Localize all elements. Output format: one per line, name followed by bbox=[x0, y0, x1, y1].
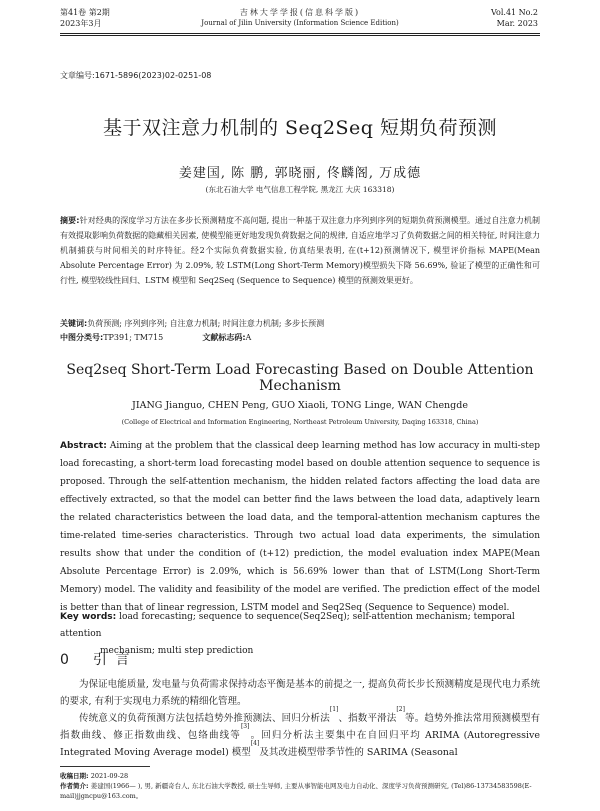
keywords-cn-label: 关键词: bbox=[60, 319, 88, 328]
abstract-cn bbox=[60, 213, 540, 288]
keywords-cn-text: 负荷预测; 序列到序列; 自注意力机制; 时间注意力机制; 多步长预测 bbox=[87, 319, 325, 328]
author-bio-text: 姜建国(1966— ), 男, 新疆奇台人, 东北石油大学教授, 硕士生导师, 主要从事智能电网及电力自动化、深度学习负荷预测研究, (Tel)86-13734583598(E-mail)jjgncpu@163.com。 bbox=[60, 782, 532, 800]
header-volume: 第41卷 第2期 bbox=[60, 8, 110, 17]
abstract-cn-label: 摘要: bbox=[60, 216, 80, 225]
header-date-en: Mar. 2023 bbox=[496, 19, 538, 28]
body-paragraph-2 bbox=[60, 706, 540, 761]
body-text bbox=[60, 676, 540, 761]
affiliation-cn: (东北石油大学 电气信息工程学院, 黑龙江 大庆 163318) bbox=[205, 185, 395, 194]
paper-title-en: Seq2seq Short-Term Load Forecasting Based on Double Attention Mechanism bbox=[66, 362, 534, 394]
footnote-rule bbox=[60, 766, 150, 767]
header-date: 2023年3月 bbox=[60, 19, 102, 28]
section-heading-introduction bbox=[60, 649, 131, 669]
keywords-en-label: Key words: bbox=[60, 612, 117, 622]
keywords-en-line2: mechanism; multi step prediction bbox=[100, 646, 254, 656]
keywords-en-line1: load forecasting; sequence to sequence(Seq2Seq); self-attention mechanism; temporal attention bbox=[60, 612, 515, 639]
affiliation-en: (College of Electrical and Information Engineering, Northeast Petroleum University, Daqing 163318, China) bbox=[121, 418, 479, 426]
footnote bbox=[60, 771, 540, 801]
citation-2[interactable]: [2] bbox=[396, 706, 405, 713]
section-title: 引 言 bbox=[92, 652, 132, 668]
header-journal-cn: 吉林大学学报(信息科学版) bbox=[239, 8, 361, 17]
header-volume-info bbox=[60, 7, 110, 29]
keywords-cn bbox=[60, 318, 540, 329]
doc-code-value: A bbox=[245, 333, 252, 342]
author-bio-line bbox=[60, 781, 540, 801]
header-journal bbox=[150, 7, 450, 29]
body-paragraph-1: 为保证电能质量, 发电量与负荷需求保持动态平衡是基本的前提之一, 提高负荷长步长预测精度是现代电力系统的要求, 有利于实现电力系统的精细化管理。 bbox=[60, 679, 540, 707]
body-p2-part-b: 、指数平滑法 bbox=[338, 713, 397, 724]
header-volume-info-en bbox=[491, 7, 538, 29]
header-journal-en: Journal of Jilin University (Information Science Edition) bbox=[201, 19, 399, 27]
body-p2-part-a: 传统意义的负荷预测方法包括趋势外推预测法、回归分析法 bbox=[79, 713, 330, 724]
header-volume-en: Vol.41 No.2 bbox=[491, 8, 538, 17]
header-rule-secondary bbox=[60, 35, 540, 36]
citation-3[interactable]: [3] bbox=[240, 723, 250, 730]
received-date-line bbox=[60, 771, 540, 781]
abstract-en-text: Aiming at the problem that the classical deep learning method has low accuracy in multi-step load forecasting, a short-term load forecasting model based on double attention sequence to sequence is proposed. Through the self-attention mechanism, the hidden related factors affecting the load data are effectively extracted, so that the model can better find the laws between the load data, adaptively learn the related characteristics between the load data, and the temporal-attention mechanism captures the time-related time-series characteristics. Through two actual load data experiments, the simulation results show that under the condition of (t+12) prediction, the model evaluation index MAPE(Mean Absolute Percentage Error) is 2.09%, which is 56.69% lower than that of LSTM(Long Short-Term Memory) model. The validity and feasibility of the model are verified. The prediction effect of the model is better than that of linear regression, LSTM model and Seq2Seq (Sequence to Sequence) model. bbox=[60, 441, 540, 613]
citation-4[interactable]: [4] bbox=[250, 740, 260, 747]
abstract-cn-text: 针对经典的深度学习方法在多步长预测精度不高问题, 提出一种基于双注意力序列到序列的短期负荷预测模型。通过自注意力机制有效提取影响负荷数据的隐藏相关因素, 使模型能更好地发现负荷数据之间的规律, 自适应地学习了负荷数据之间的相关特征, 时间注意力机制捕获与时间相关的时序特征。经2个实际负荷数据实验, 仿真结果表明, 在(t+12)预测情况下, 模型评价指标 MAPE(Mean Absolute Percentage Error) 为 2.09%, 较 LSTM(Long Short-Term Memory)模型损失下降 56.69%, 验证了模型的正确性和可行性, 模型较线性回归、LSTM 模型和 Seq2Seq (Sequence to Sequence) 模型的预测效果更好。 bbox=[60, 216, 540, 285]
body-p2-part-e: 及其改进模型带季节性的 SARIMA (Seasonal bbox=[259, 747, 458, 758]
header-rule bbox=[60, 33, 540, 34]
body-p2-part-d: 。回归分析法主要集中在自回归平均 ARIMA (Autoregressive Integrated Moving Average model) 模型 bbox=[60, 730, 540, 758]
abstract-en-label: Abstract: bbox=[60, 441, 107, 451]
received-value: 2021-09-28 bbox=[90, 772, 129, 780]
authors-cn: 姜建国, 陈 鹏, 郭晓丽, 佟麟阁, 万成德 bbox=[178, 166, 422, 181]
body-p2-part-c: 等。趋势外推法常用预测模型有指数曲线、修正指数曲线、包络曲线等 bbox=[60, 713, 540, 741]
authors-en: JIANG Jianguo, CHEN Peng, GUO Xiaoli, TONG Linge, WAN Chengde bbox=[132, 400, 468, 411]
paper-title-cn: 基于双注意力机制的 Seq2Seq 短期负荷预测 bbox=[102, 117, 497, 139]
received-label: 收稿日期: bbox=[60, 772, 89, 780]
section-number: 0 bbox=[60, 652, 71, 668]
doc-code-label: 文献标志码: bbox=[202, 333, 246, 342]
clc-value: TP391; TM715 bbox=[103, 333, 164, 342]
citation-1[interactable]: [1] bbox=[329, 706, 339, 713]
keywords-en bbox=[60, 609, 540, 660]
abstract-en bbox=[60, 437, 540, 617]
article-number: 文章编号:1671-5896(2023)02-0251-08 bbox=[60, 71, 212, 80]
classification-codes bbox=[60, 332, 251, 343]
clc-label: 中图分类号: bbox=[60, 333, 104, 342]
author-bio-label: 作者简介: bbox=[60, 782, 89, 790]
